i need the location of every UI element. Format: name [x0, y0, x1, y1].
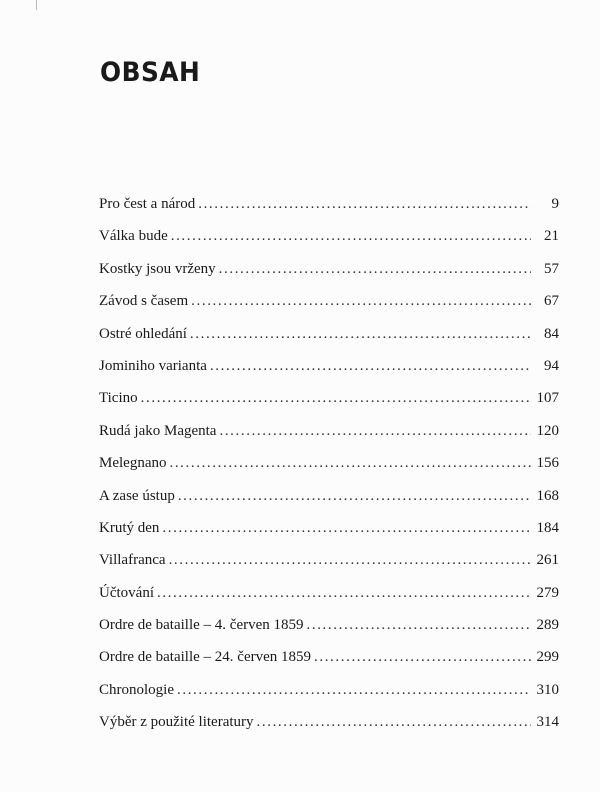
toc-entry[interactable]	[99, 544, 559, 576]
toc-dot-leader	[198, 188, 531, 220]
toc-entry-title: Melegnano	[99, 455, 167, 472]
toc-entry[interactable]	[99, 609, 559, 641]
toc-dot-leader	[307, 609, 532, 641]
toc-entry[interactable]	[99, 415, 559, 447]
toc-entry-page: 57	[544, 260, 559, 277]
toc-entry-page: 184	[536, 519, 559, 536]
toc-entry-page: 107	[536, 390, 559, 407]
toc-entry[interactable]	[99, 318, 559, 350]
toc-entry-title: Villafranca	[99, 552, 166, 569]
toc-dot-leader	[314, 641, 531, 673]
toc-dot-leader	[157, 577, 531, 609]
toc-dot-leader	[210, 350, 531, 382]
toc-entry[interactable]	[99, 480, 559, 512]
toc-entry-title: Kostky jsou vrženy	[99, 260, 216, 277]
toc-entry-title: Ordre de bataille – 4. červen 1859	[99, 617, 304, 634]
toc-entry-page: 314	[536, 714, 559, 731]
toc-entry-title: A zase ústup	[99, 487, 175, 504]
toc-entry-page: 94	[544, 357, 559, 374]
toc-entry[interactable]	[99, 188, 559, 220]
toc-dot-leader	[190, 318, 531, 350]
toc-entry-page: 289	[536, 617, 559, 634]
toc-dot-leader	[169, 447, 531, 479]
toc-entry[interactable]	[99, 512, 559, 544]
toc-dot-leader	[257, 706, 531, 738]
toc-dot-leader	[171, 220, 531, 252]
toc-entry-title: Chronologie	[99, 681, 174, 698]
toc-entry-title: Krutý den	[99, 519, 160, 536]
toc-entry-title: Výběr z použité literatury	[99, 714, 254, 731]
toc-dot-leader	[141, 382, 531, 414]
toc-dot-leader	[219, 253, 531, 285]
toc-entry-page: 299	[536, 649, 559, 666]
toc-dot-leader	[178, 480, 531, 512]
toc-entry-page: 120	[536, 422, 559, 439]
toc-entry-page: 21	[544, 228, 559, 245]
toc-entry-title: Ordre de bataille – 24. červen 1859	[99, 649, 311, 666]
toc-entry-page: 156	[536, 455, 559, 472]
toc-entry-page: 9	[551, 196, 559, 212]
toc-entry-page: 279	[536, 584, 559, 601]
toc-dot-leader	[191, 285, 531, 317]
toc-entry[interactable]	[99, 382, 559, 414]
toc-dot-leader	[177, 674, 531, 706]
toc-entry[interactable]	[99, 577, 559, 609]
toc-entry[interactable]	[99, 253, 559, 285]
toc-entry[interactable]	[99, 447, 559, 479]
toc-entry-title: Pro čest a národ	[99, 196, 196, 212]
toc-dot-leader	[162, 512, 531, 544]
toc-entry-title: Rudá jako Magenta	[99, 422, 217, 439]
toc-entry-title: Ostré ohledání	[99, 325, 187, 342]
toc-entry-title: Jominiho varianta	[99, 357, 207, 374]
toc-entry[interactable]	[99, 220, 559, 252]
toc-dot-leader	[219, 415, 531, 447]
toc-entry-page: 310	[536, 681, 559, 698]
toc-entry-page: 168	[536, 487, 559, 504]
toc-entry-title: Účtování	[99, 584, 154, 601]
toc-entry[interactable]	[99, 674, 559, 706]
toc-entry-title: Válka bude	[99, 228, 168, 245]
toc-entry[interactable]	[99, 706, 559, 738]
toc-entry[interactable]	[99, 350, 559, 382]
table-of-contents	[99, 188, 559, 739]
toc-entry-page: 67	[544, 293, 559, 310]
page-edge-mark	[36, 0, 37, 10]
toc-entry-page: 84	[544, 325, 559, 342]
toc-entry-page: 261	[536, 552, 559, 569]
toc-entry-title: Ticino	[99, 390, 138, 407]
toc-entry-title: Závod s časem	[99, 293, 189, 310]
page-title: OBSAH	[100, 57, 201, 88]
toc-entry[interactable]	[99, 285, 559, 317]
toc-dot-leader	[169, 544, 531, 576]
toc-entry[interactable]	[99, 641, 559, 673]
